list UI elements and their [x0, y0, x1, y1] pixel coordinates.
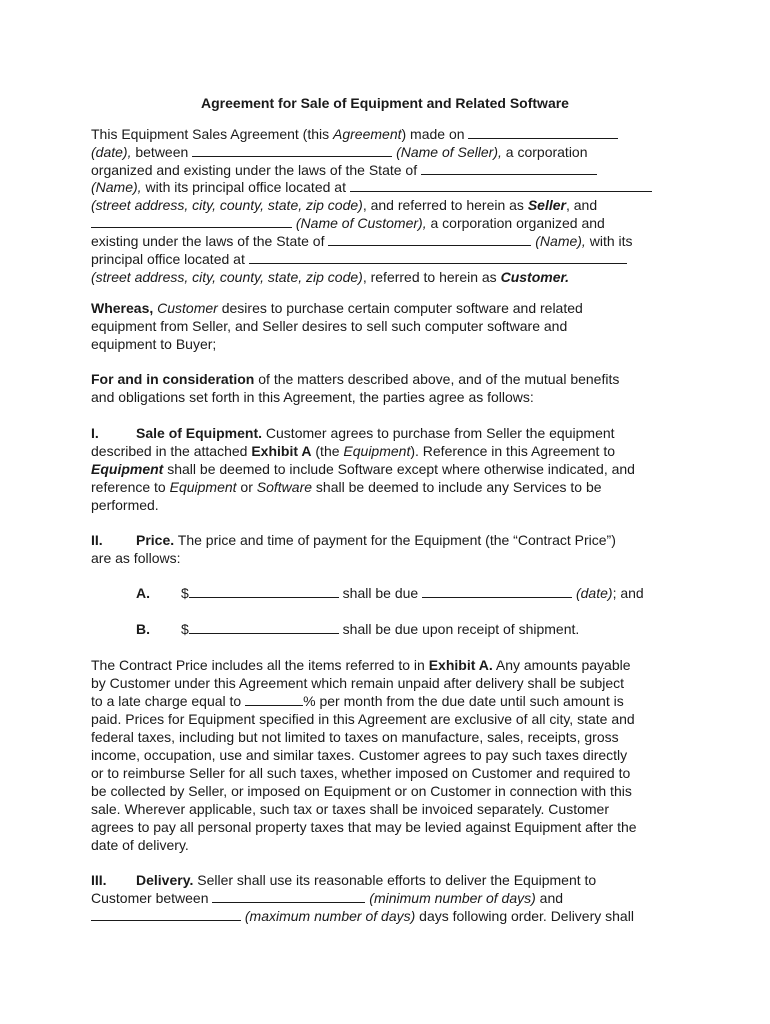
max-days-blank[interactable]	[91, 907, 241, 921]
intro-line-5	[91, 196, 597, 214]
intro-line-4	[91, 178, 652, 196]
price-para-line-9: sale. Wherever applicable, such tax or taxes shall be invoiced separately. Customer	[91, 801, 609, 817]
customer-state-blank[interactable]	[328, 232, 531, 246]
section-text: or	[236, 479, 257, 495]
section-heading: Sale of Equipment.	[136, 425, 263, 441]
section-1-line-2	[91, 442, 615, 460]
section-text-italic: Equipment	[343, 443, 411, 459]
intro-text: with its	[585, 233, 633, 249]
section-3-line-3	[91, 907, 634, 925]
consideration-label: For and in consideration	[91, 371, 255, 387]
late-charge-blank[interactable]	[245, 692, 303, 706]
section-2-line-2: are as follows:	[91, 550, 181, 566]
intro-text: , referred to herein as	[362, 269, 501, 285]
seller-name-blank[interactable]	[192, 143, 392, 157]
dollar-sign: $	[181, 621, 189, 637]
section-number: I.	[91, 425, 99, 441]
price-para-line-4: paid. Prices for Equipment specified in this Agreement are exclusive of all city, state and	[91, 711, 635, 727]
date-blank[interactable]	[468, 125, 618, 139]
section-1-line-5: performed.	[91, 497, 159, 513]
price-item-a	[136, 584, 644, 602]
intro-text-bold-italic: Customer.	[500, 269, 570, 285]
section-text-italic: Software	[256, 479, 313, 495]
intro-line-9	[91, 268, 569, 286]
intro-text-italic: (street address, city, county, state, zip code)	[91, 197, 363, 213]
intro-text: , and referred to herein as	[362, 197, 528, 213]
para-text: % per month from the due date until such amount is	[303, 693, 624, 709]
dollar-sign: $	[181, 585, 189, 601]
customer-address-blank[interactable]	[249, 250, 627, 264]
price-para-line-1	[91, 656, 631, 674]
item-text: shall be due	[338, 585, 423, 601]
whereas-line-1	[91, 299, 583, 317]
intro-text: a corporation	[501, 144, 588, 160]
intro-text-italic: (Name),	[531, 233, 586, 249]
intro-text-italic: (street address, city, county, state, zip code)	[91, 269, 363, 285]
price-para-line-10: agrees to pay all personal property taxes that may be levied against Equipment after the	[91, 819, 637, 835]
section-3-line-2	[91, 889, 563, 907]
section-text-italic: Equipment	[169, 479, 237, 495]
whereas-text: desires to purchase certain computer software and related	[217, 300, 583, 316]
price-para-line-6: income, occupation, use and similar taxes. Customer agrees to pay such taxes directly	[91, 747, 628, 763]
section-2-line-1	[91, 531, 616, 549]
section-text-bold-italic: Equipment	[91, 461, 164, 477]
section-text: reference to	[91, 479, 170, 495]
intro-text: , and	[565, 197, 598, 213]
consideration-line-2: and obligations set forth in this Agreement, the parties agree as follows:	[91, 389, 534, 405]
intro-text: existing under the laws of the State of	[91, 233, 329, 249]
document-title: Agreement for Sale of Equipment and Related Software	[201, 95, 569, 111]
para-text: Any amounts payable	[492, 657, 631, 673]
consideration-line-1	[91, 370, 619, 388]
intro-line-6	[91, 214, 605, 232]
para-text: The Contract Price includes all the items referred to in	[91, 657, 429, 673]
intro-line-8	[91, 250, 627, 268]
section-1-line-3	[91, 460, 635, 478]
intro-text: principal office located at	[91, 251, 249, 267]
intro-line-3	[91, 161, 597, 179]
section-text-bold: Exhibit A	[251, 443, 312, 459]
intro-text: between	[131, 144, 193, 160]
intro-text: a corporation organized and	[426, 215, 605, 231]
section-text: (the	[311, 443, 344, 459]
intro-text: organized and existing under the laws of the State of	[91, 162, 421, 178]
amount-a-blank[interactable]	[189, 584, 339, 598]
section-text: days following order. Delivery shall	[415, 908, 634, 924]
section-text: ). Reference in this Agreement to	[410, 443, 616, 459]
price-para-line-3	[91, 692, 624, 710]
section-3-line-1	[91, 871, 596, 889]
price-item-b	[136, 620, 579, 638]
section-number: III.	[91, 872, 107, 888]
para-text-bold: Exhibit A.	[428, 657, 493, 673]
intro-text-italic: (Name),	[91, 179, 142, 195]
section-text: shall be deemed to include Software except where otherwise indicated, and	[163, 461, 635, 477]
intro-text-italic: (date),	[91, 144, 132, 160]
whereas-label: Whereas,	[91, 300, 158, 316]
intro-text-bold-italic: Seller	[527, 197, 566, 213]
section-text: and	[535, 890, 564, 906]
section-number: II.	[91, 532, 103, 548]
intro-text: This Equipment Sales Agreement (this	[91, 126, 334, 142]
section-1-line-4	[91, 478, 602, 496]
customer-name-blank[interactable]	[91, 214, 292, 228]
intro-line-2	[91, 143, 588, 161]
section-text-italic: (maximum number of days)	[241, 908, 416, 924]
intro-line-7	[91, 232, 633, 250]
min-days-blank[interactable]	[212, 889, 365, 903]
item-letter: B.	[136, 621, 150, 637]
price-para-line-5: federal taxes, including but not limited to taxes on manufacture, sales, receipts, gross	[91, 729, 619, 745]
amount-b-blank[interactable]	[189, 620, 339, 634]
section-text: Customer agrees to purchase from Seller the equipment	[262, 425, 615, 441]
price-para-line-11: date of delivery.	[91, 837, 189, 853]
item-text: shall be due upon receipt of shipment.	[338, 621, 580, 637]
whereas-line-3: equipment to Buyer;	[91, 336, 217, 352]
consideration-text: of the matters described above, and of the mutual benefits	[254, 371, 620, 387]
section-text: Customer between	[91, 890, 213, 906]
intro-line-1	[91, 125, 618, 143]
item-text: ; and	[612, 585, 644, 601]
section-text: Seller shall use its reasonable efforts to deliver the Equipment to	[193, 872, 597, 888]
item-letter: A.	[136, 585, 150, 601]
intro-text-italic: (Name of Customer),	[292, 215, 427, 231]
section-text: The price and time of payment for the Equipment (the “Contract Price”)	[174, 532, 616, 548]
intro-text-italic: Agreement	[333, 126, 402, 142]
due-date-blank[interactable]	[422, 584, 572, 598]
intro-text-italic: (Name of Seller),	[392, 144, 502, 160]
price-para-line-8: be collected by Seller, or imposed on Equipment or on Customer in connection with this	[91, 783, 632, 799]
price-para-line-7: or to reimburse Seller for all such taxes, whether imposed on Customer and required to	[91, 765, 631, 781]
seller-address-blank[interactable]	[350, 178, 652, 192]
section-heading: Price.	[136, 532, 175, 548]
section-heading: Delivery.	[136, 872, 194, 888]
section-text: described in the attached	[91, 443, 252, 459]
intro-text: ) made on	[401, 126, 469, 142]
section-1-line-1	[91, 424, 615, 442]
whereas-line-2: equipment from Seller, and Seller desires to sell such computer software and	[91, 318, 568, 334]
intro-text: with its principal office located at	[141, 179, 350, 195]
whereas-text-italic: Customer	[157, 300, 218, 316]
section-text: shall be deemed to include any Services to be	[312, 479, 602, 495]
para-text: to a late charge equal to	[91, 693, 246, 709]
seller-state-blank[interactable]	[421, 161, 597, 175]
price-para-line-2: by Customer under this Agreement which remain unpaid after delivery shall be subject	[91, 675, 625, 691]
section-text-italic: (minimum number of days)	[365, 890, 536, 906]
item-text-italic: (date)	[572, 585, 613, 601]
